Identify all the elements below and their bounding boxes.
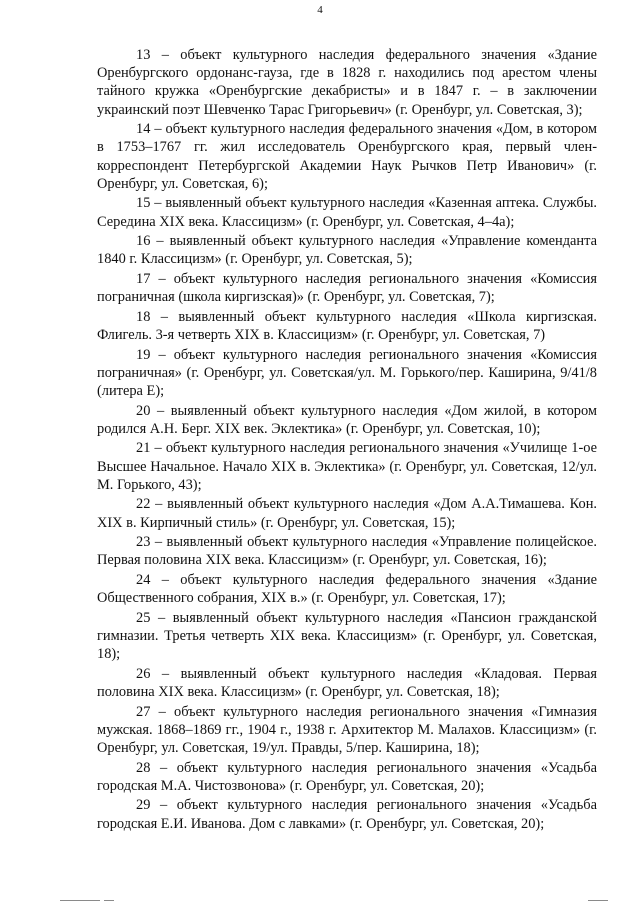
scan-mark-left: [60, 900, 100, 901]
list-item-22: 22 – выявленный объект культурного наследия «Дом А.А.Тимашева. Кон. XIX в. Кирпичный стиль» (г. Оренбург, ул. Советская, 15);: [97, 496, 597, 531]
list-item-14: 14 – объект культурного наследия федерального значения «Дом, в котором в 1753–1767 гг. жил исследователь Оренбургского края, первый член-корреспондент Петербургской Академии Наук Рычков Петр Иванович» (г. Оренбург, ул. Советская, 6);: [97, 121, 597, 192]
list-item-23: 23 – выявленный объект культурного наследия «Управление полицейское. Первая половина XIX века. Классицизм» (г. Оренбург, ул. Советская, 16);: [97, 534, 597, 569]
list-item-16: 16 – выявленный объект культурного наследия «Управление коменданта 1840 г. Классицизм» (г. Оренбург, ул. Советская, 5);: [97, 233, 597, 268]
list-item-18: 18 – выявленный объект культурного наследия «Школа киргизская. Флигель. 3-я четверть XIX в. Классицизм» (г. Оренбург, ул. Советская, 7): [97, 308, 597, 343]
list-item-19: 19 – объект культурного наследия регионального значения «Комиссия пограничная» (г. Оренбург, ул. Советская/ул. М. Горького/пер. Каширина, 9/41/8 (литера Е);: [97, 346, 597, 399]
list-item-25: 25 – выявленный объект культурного наследия «Пансион гражданской гимназии. Третья четверть XIX века. Классицизм» (г. Оренбург, ул. Советская, 18);: [97, 609, 597, 663]
list-item-21: 21 – объект культурного наследия регионального значения «Училище 1-ое Высшее Начальное. Начало XIX в. Эклектика» (г. Оренбург, ул. Советская, 12/ул. М. Горького, 43);: [97, 440, 597, 493]
scan-mark-right: [588, 900, 608, 901]
list-item-20: 20 – выявленный объект культурного наследия «Дом жилой, в котором родился А.Н. Берг. XIX век. Эклектика» (г. Оренбург, ул. Советская, 10);: [97, 402, 597, 437]
list-item-24: 24 – объект культурного наследия федерального значения «Здание Общественного собрания, XIX в.» (г. Оренбург, ул. Советская, 17);: [97, 571, 597, 607]
list-item-13: 13 – объект культурного наследия федерального значения «Здание Оренбургского ордонанс-гауза, где в 1828 г. находились под арестом члены тайного кружка «Оренбургские декабристы» и в 1847 г. – в заключении украинский поэт Шевченко Тарас Григорьевич» (г. Оренбург, ул. Советская, 3);: [97, 47, 597, 118]
scan-edge-marks: [0, 895, 640, 905]
list-item-28: 28 – объект культурного наследия регионального значения «Усадьба городская М.А. Чистозвонова» (г. Оренбург, ул. Советская, 20);: [97, 759, 597, 794]
list-item-29: 29 – объект культурного наследия регионального значения «Усадьба городская Е.И. Иванова. Дом с лавками» (г. Оренбург, ул. Советская, 20);: [97, 797, 597, 832]
page-number: 4: [317, 4, 323, 16]
list-item-26: 26 – выявленный объект культурного наследия «Кладовая. Первая половина XIX века. Классицизм» (г. Оренбург, ул. Советская, 18);: [97, 665, 597, 700]
list-item-27: 27 – объект культурного наследия регионального значения «Гимназия мужская. 1868–1869 гг., 1904 г., 1938 г. Архитектор М. Малахов. Классицизм» (г. Оренбург, ул. Советская, 19/ул. Правды, 5/пер. Каширина, 18);: [97, 703, 597, 756]
scan-mark-left-small: [104, 900, 114, 901]
document-body: [97, 46, 597, 833]
list-item-15: 15 – выявленный объект культурного наследия «Казенная аптека. Службы. Середина XIX века. Классицизм» (г. Оренбург, ул. Советская, 4–4а);: [97, 195, 597, 230]
list-item-17: 17 – объект культурного наследия регионального значения «Комиссия пограничная (школа киргизская)» (г. Оренбург, ул. Советская, 7);: [97, 271, 597, 306]
